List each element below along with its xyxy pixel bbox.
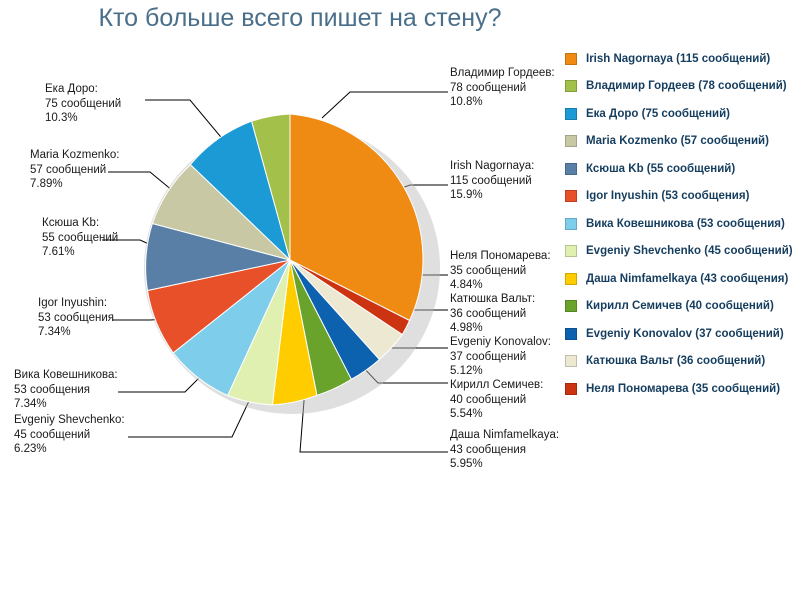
legend-item[interactable] xyxy=(565,348,801,376)
callout-percent: 7.61% xyxy=(42,246,75,258)
legend-item[interactable] xyxy=(565,45,801,73)
callout-name: Ксюша Kb: xyxy=(42,217,100,229)
callout-percent: 10.8% xyxy=(450,96,483,108)
legend-item[interactable] xyxy=(565,210,801,238)
callout-percent: 5.95% xyxy=(450,458,483,470)
legend-swatch-icon xyxy=(565,108,577,120)
callout-name: Evgeniy Konovalov: xyxy=(450,336,552,348)
callout-name: Катюшка Вальт: xyxy=(450,293,536,305)
callout-percent: 7.89% xyxy=(30,178,63,190)
legend-item[interactable] xyxy=(565,238,801,266)
callout-percent: 4.98% xyxy=(450,322,483,334)
legend-swatch-icon xyxy=(565,328,577,340)
legend-item[interactable] xyxy=(565,265,801,293)
callout-maria-kozmenko xyxy=(30,148,119,192)
legend-swatch-icon xyxy=(565,135,577,147)
callout-count: 53 сообщения xyxy=(14,383,90,396)
callout-name: Кирилл Семичев: xyxy=(450,379,544,391)
legend-item[interactable] xyxy=(565,320,801,348)
callout-igor-inyushin xyxy=(38,296,114,340)
callout-vladimir-gordeev xyxy=(450,66,555,110)
callout-count: 37 сообщений xyxy=(450,350,527,363)
callout-evgeniy-konovalov xyxy=(450,335,551,379)
legend-item[interactable] xyxy=(565,73,801,101)
legend-label: Evgeniy Shevchenko (45 сообщений) xyxy=(586,245,793,258)
callout-count: 55 сообщений xyxy=(42,231,119,244)
pie-graphic xyxy=(130,100,450,420)
legend-label: Ксюша Kb (55 сообщений) xyxy=(586,162,736,175)
legend-label: Неля Пономарева (35 сообщений) xyxy=(586,382,781,395)
callout-name: Ека Доро: xyxy=(45,83,98,95)
callout-count: 115 сообщений xyxy=(450,174,532,187)
callout-name: Даша Nimfamelkaya: xyxy=(450,429,560,441)
callout-name: Irish Nagornaya: xyxy=(450,160,535,172)
callout-count: 78 сообщений xyxy=(450,81,527,94)
callout-count: 35 сообщений xyxy=(450,264,527,277)
legend-label: Катюшка Вальт (36 сообщений) xyxy=(586,355,766,368)
legend-label: Кирилл Семичев (40 сообщений) xyxy=(586,300,774,313)
legend-swatch-icon xyxy=(565,273,577,285)
legend-swatch-icon xyxy=(565,53,577,65)
callout-dasha-nimfamelkaya xyxy=(450,428,559,472)
legend-item[interactable] xyxy=(565,183,801,211)
legend-label: Даша Nimfamelkaya (43 сообщения) xyxy=(586,272,789,285)
callout-irish-nagornaya xyxy=(450,159,534,203)
legend-item[interactable] xyxy=(565,293,801,321)
callout-percent: 5.12% xyxy=(450,365,483,377)
legend-swatch-icon xyxy=(565,383,577,395)
legend-label: Вика Ковешникова (53 сообщения) xyxy=(586,217,785,230)
callout-percent: 7.34% xyxy=(14,398,47,410)
legend-item[interactable] xyxy=(565,100,801,128)
callout-percent: 5.54% xyxy=(450,408,483,420)
callout-count: 57 сообщений xyxy=(30,163,107,176)
legend-item[interactable] xyxy=(565,375,801,403)
callout-count: 43 сообщения xyxy=(450,443,526,456)
legend-label: Igor Inyushin (53 сообщения) xyxy=(586,190,750,203)
callout-evgeniy-shevchenko xyxy=(14,413,125,457)
legend-label: Ека Доро (75 сообщений) xyxy=(586,107,730,120)
legend-swatch-icon xyxy=(565,80,577,92)
callout-vika-koveshnikova xyxy=(14,368,118,412)
legend-label: Maria Kozmenko (57 сообщений) xyxy=(586,135,769,148)
chart-title: Кто больше всего пишет на стену? xyxy=(98,4,502,32)
callout-name: Вика Ковешникова: xyxy=(14,369,118,381)
callout-katyushka-valt xyxy=(450,292,535,336)
callout-name: Igor Inyushin: xyxy=(38,297,108,309)
callout-percent: 4.84% xyxy=(450,279,483,291)
callout-name: Maria Kozmenko: xyxy=(30,149,120,161)
legend-swatch-icon xyxy=(565,355,577,367)
callout-name: Evgeniy Shevchenko: xyxy=(14,414,125,426)
legend-swatch-icon xyxy=(565,218,577,230)
callout-eka-doro xyxy=(45,82,121,126)
callout-ksyusha-kb xyxy=(42,216,118,260)
legend-swatch-icon xyxy=(565,190,577,202)
callout-count: 40 сообщений xyxy=(450,393,527,406)
legend-label: Владимир Гордеев (78 сообщений) xyxy=(586,80,787,93)
legend-swatch-icon xyxy=(565,300,577,312)
legend-swatch-icon xyxy=(565,245,577,257)
callout-kirill-semichev xyxy=(450,378,543,422)
callout-name: Владимир Гордеев: xyxy=(450,67,555,79)
callout-name: Неля Пономарева: xyxy=(450,250,551,262)
callout-percent: 15.9% xyxy=(450,189,483,201)
callout-count: 36 сообщений xyxy=(450,307,527,320)
legend-item[interactable] xyxy=(565,128,801,156)
legend-label: Irish Nagornaya (115 сообщений) xyxy=(586,52,771,65)
callout-count: 75 сообщений xyxy=(45,97,122,110)
legend-swatch-icon xyxy=(565,163,577,175)
callout-count: 53 сообщения xyxy=(38,311,114,324)
callout-nelya-ponomareva xyxy=(450,249,551,293)
legend-label: Evgeniy Konovalov (37 сообщений) xyxy=(586,327,784,340)
callout-percent: 7.34% xyxy=(38,326,71,338)
callout-count: 45 сообщений xyxy=(14,428,91,441)
legend-item[interactable] xyxy=(565,155,801,183)
callout-percent: 10.3% xyxy=(45,112,78,124)
chart-legend xyxy=(565,45,801,403)
callout-percent: 6.23% xyxy=(14,443,47,455)
